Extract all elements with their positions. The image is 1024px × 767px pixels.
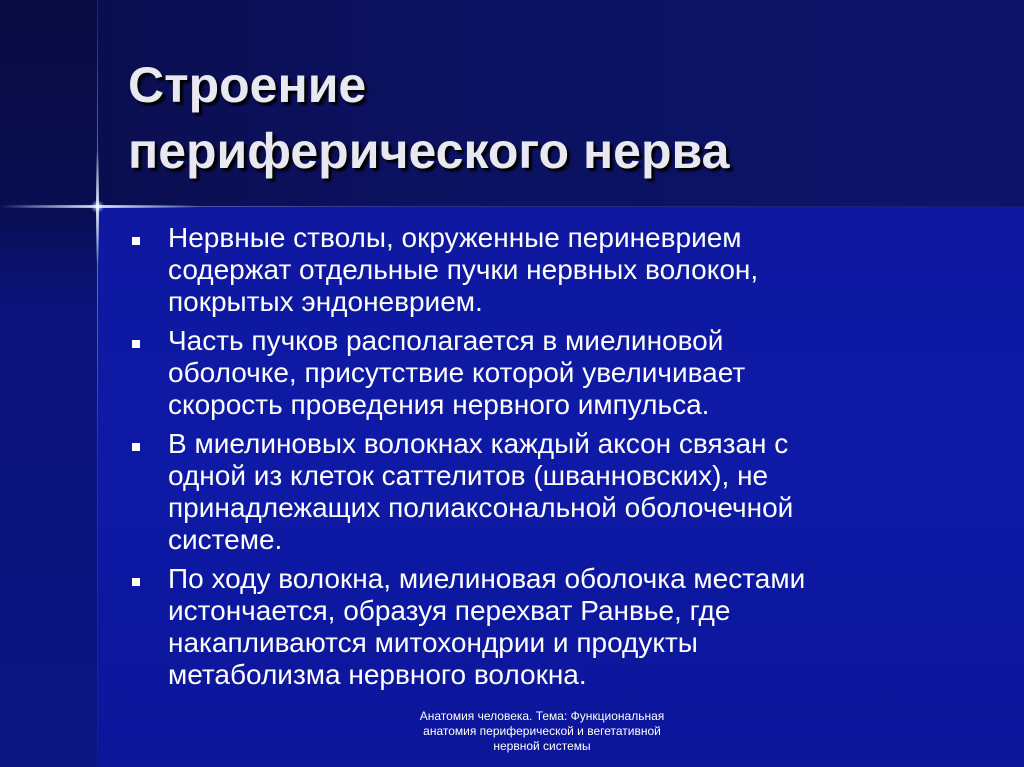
vertical-divider	[97, 0, 98, 767]
bullet-item	[130, 428, 960, 556]
bullet-line: содержат отдельные пучки нервных волокон,	[168, 254, 759, 285]
square-bullet-icon	[132, 578, 140, 586]
square-bullet-icon	[132, 443, 140, 451]
slide-title	[128, 52, 988, 184]
bullet-line: принадлежащих полиаксональной оболочечной	[168, 492, 794, 523]
left-band	[0, 0, 97, 767]
bullet-line: системе.	[168, 524, 283, 555]
bullet-line: одной из клеток саттелитов (шванновских), не	[168, 460, 769, 491]
bullet-line: оболочке, присутствие которой увеличивает	[168, 357, 746, 388]
bullet-item	[130, 563, 960, 691]
bullet-line: метаболизма нервного волокна.	[168, 659, 587, 690]
bullet-line: В миелиновых волокнах каждый аксон связан с	[168, 428, 789, 459]
footer-line: Анатомия человека. Тема: Функциональная	[419, 709, 665, 723]
bullet-line: По ходу волокна, миелиновая оболочка местами	[168, 563, 806, 594]
bullet-item	[130, 325, 960, 421]
bullet-line: накапливаются митохондрии и продукты	[168, 627, 698, 658]
square-bullet-icon	[132, 237, 140, 245]
slide-title-line: Строение	[128, 57, 367, 113]
slide-title-line: периферического нерва	[128, 123, 730, 179]
sparkle-star-icon	[91, 200, 104, 213]
bullet-line: скорость проведения нервного импульса.	[168, 389, 710, 420]
bullet-item	[130, 222, 960, 318]
footer-line: нервной системы	[493, 739, 591, 753]
footer-line: анатомия периферической и вегетативной	[423, 724, 661, 738]
bullet-line: истончается, образуя перехват Ранвье, где	[168, 595, 731, 626]
bullet-line: покрытых эндоневрием.	[168, 286, 483, 317]
bullet-line: Нервные стволы, окруженные периневрием	[168, 222, 742, 253]
square-bullet-icon	[132, 340, 140, 348]
slide-footer	[376, 709, 708, 754]
bullet-list	[130, 222, 960, 698]
bullet-line: Часть пучков располагается в миелиновой	[168, 325, 724, 356]
